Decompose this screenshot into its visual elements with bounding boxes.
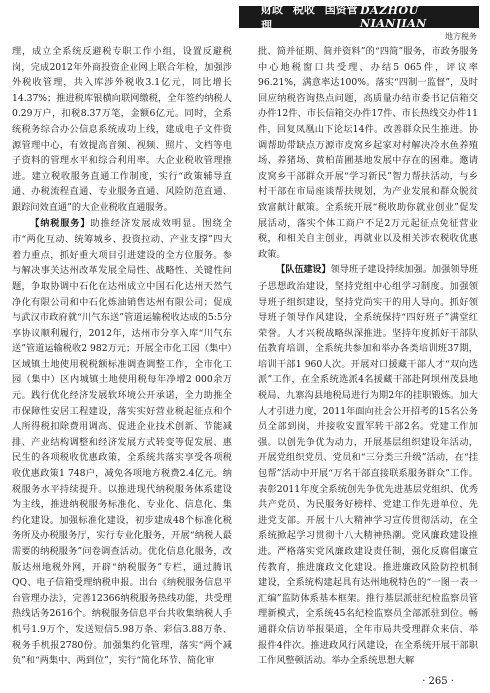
paragraph <box>12 44 232 216</box>
paragraph-heading: 【纳税服务】 <box>30 218 91 229</box>
left-column <box>12 44 232 669</box>
page-header <box>239 3 479 46</box>
paragraph-text: 批、简并征期、简并资料”的“四简”服务，市政务服务中心地税窗口共受理、办结5 065件，评议率96.21%，满意率达100%。落实“四制一监督”，及时回应纳税咨询热点问题，高质量办结市委书记信箱交办件12件、市长信箱交办件17件、市长热线交办件11件，回复凤凰山下论坛14件。改善群众民生推进。协调帮助带缺点万源市皮窝乡起家对村解决冷水鱼养殖场、养猪场、黄柏苗圃基地发展中存在的困难。邀请皮窝乡干部群众开展“学习新民”智力帮扶活动，与乡村干部在市局座谈帮扶规划，为产业发展和群众脱贫致富献计献策。全系统开展“税收助你就业创业”促发展活动，落实个体工商户不足2万元起征点免征营业税，和相关自主创业，再就业以及相关涉农税收优惠政策。 <box>258 46 478 260</box>
category-tags <box>261 1 360 33</box>
paragraph-text: 理，成立全系统反避税专职工作小组，设置反避税岗，完成2012年外商投资企业网上联合年检，加强涉外税收管理，共入库涉外税收3.1亿元，同比增长14.37%；推进税库银横向联网缴税，全年签约纳税人0.29万户，扣税8.37万笔，金额6亿元。同时，全系统税务综合办公信息系统成功上线，建成电子文件资源管理中心，有效提高音频、视频、照片、文档等电子资料的管理水平和综合利用率。大企业税收管理推进。建立税收服务直通工作制度，实行“政策辅导直通、办税流程直通、专业服务直通、风险防范直通、跟踪问效直通”的大企业税收直通服务。 <box>12 46 232 213</box>
magazine-title: DAZHOU NIANJIAN <box>360 4 427 30</box>
page-number: · 265 · <box>422 676 454 687</box>
section-banner <box>239 3 479 32</box>
paragraph-heading: 【队伍建设】 <box>276 265 331 276</box>
paragraph <box>258 262 478 668</box>
paragraph-text: 领导班子建设持续加强。加强领导班子思想政治建设，坚持党组中心组学习制度。加强领导班子组织建设，坚持党尚实干的用人导向。抓好领导班子领导作风建设，全系统保持“四好班子”满堂红荣誉。人才兴税战略纵深推进。坚持年度抓好干部队伍教育培训，全系统共参加和举办各类培训班37期，培训干部1 960人次。开展对口援藏干部人才“双向选派”工作，在全系统选派4名援藏干部赴阿坝州茂县地税局、九寨沟县地税局进行为期2年的挂职锻炼。加大人才引进力度，2011年面向社会公开招考的15名公务员全部到岗，并接收安置军转干部2名。党建工作加强。以创先争优为动力，开展基层组织建设年活动，开展党组织党员、党员和“三分类三升级”活动，在“挂包帮”活动中开展“万名干部直接联系服务群众”工作。表彰2011年度全系统创先争优先进基层党组织、优秀共产党员、为民服务好榜样、党建工作先进单位、先进党支部。开展十八大精神学习宣传贯彻活动，在全系统掀起学习贯彻十八大精神热潮。党风廉政建设推进。严格落实党风廉政建设责任制，强化反腐倡廉宣传教育，推进廉政文化建设。推进廉政风险防控机制建设，全系统构建起具有达州地税特色的“一图一表一汇编”监防体系基本框架。推行基层派驻纪检监察员管理新模式，全系统45名纪检监察员全部派驻到位。畅通群众信访举报渠道，全年市局共受理群众来信、举报件4件次。推进政风行风建设，在全系统开展干部职工作风整顿活动。举办全系统思想大解 <box>258 264 478 667</box>
paragraph <box>12 216 232 669</box>
tag-state-assets: 国资管理 <box>261 3 358 32</box>
right-column <box>258 44 478 669</box>
tag-tax: 税收 <box>292 3 315 16</box>
section-label: 地方税务 <box>445 32 477 41</box>
paragraph-text: 助推经济发展成效明显。围绕全市“两化互动、统筹城乡、投资拉动、产业支撑”四大着力重点，抓好重大项目引进建设的全方位服务。参与解决事关达州改革发展全局性、战略性、关键性问题，争取协调中石化在达州成立中国石化达州天然气净化有限公司和中石化炼油销售达州有限公司；促成与武汉市政府就“川气东送”管道运输税收达成的5:5分享协议顺利履行，2012年，达州市分享入库“川气东送”管道运输税收2 982万元；开展全市化工园（集中）区域镇土地使用税税额标准调查调整工作，全市化工园（集中）区内城镇土地使用税每年净增2 000余万元。践行优化经济发展软环境公开承诺，全力助推全市保障性安居工程建设，落实实好营业税起征点和个人所得税扣除费用调高、促进企业技术创新、节能减排、产业结构调整和经济发展方式转变等促发展、惠民生的各项税收优惠政策，全系统共落实享受各项税收优惠政策1 748户，减免各项地方税费2.4亿元。纳税服务水平持续提升。以推进现代纳税服务体系建设为主线，推进纳税服务标准化、专业化、信息化、集约化建设。加强标准化建设，初步建成48个标准化税务所及办税服务厅，实行专业化服务，开展“纳税人最需要的纳税服务”问卷调查活动。优化信息化服务，改版达州地税外网，开辟“纳税服务”专栏，通过腾讯QQ、电子信箱受理纳税申报。出台《纳税服务信息平台管理办法》，完善12366纳税服务热线功能，共受理热线话务2616个。纳税服务信息平台共收集纳税人手机号1.9万个，发送短信5.98万条、彩信3.88万条、税务手机报2780份。加强集约化管理，落实“两个减负”和“两集中、两到位”，实行“简化环节、简化审 <box>12 217 232 667</box>
paragraph <box>258 44 478 262</box>
tag-finance: 财政 <box>261 3 283 16</box>
